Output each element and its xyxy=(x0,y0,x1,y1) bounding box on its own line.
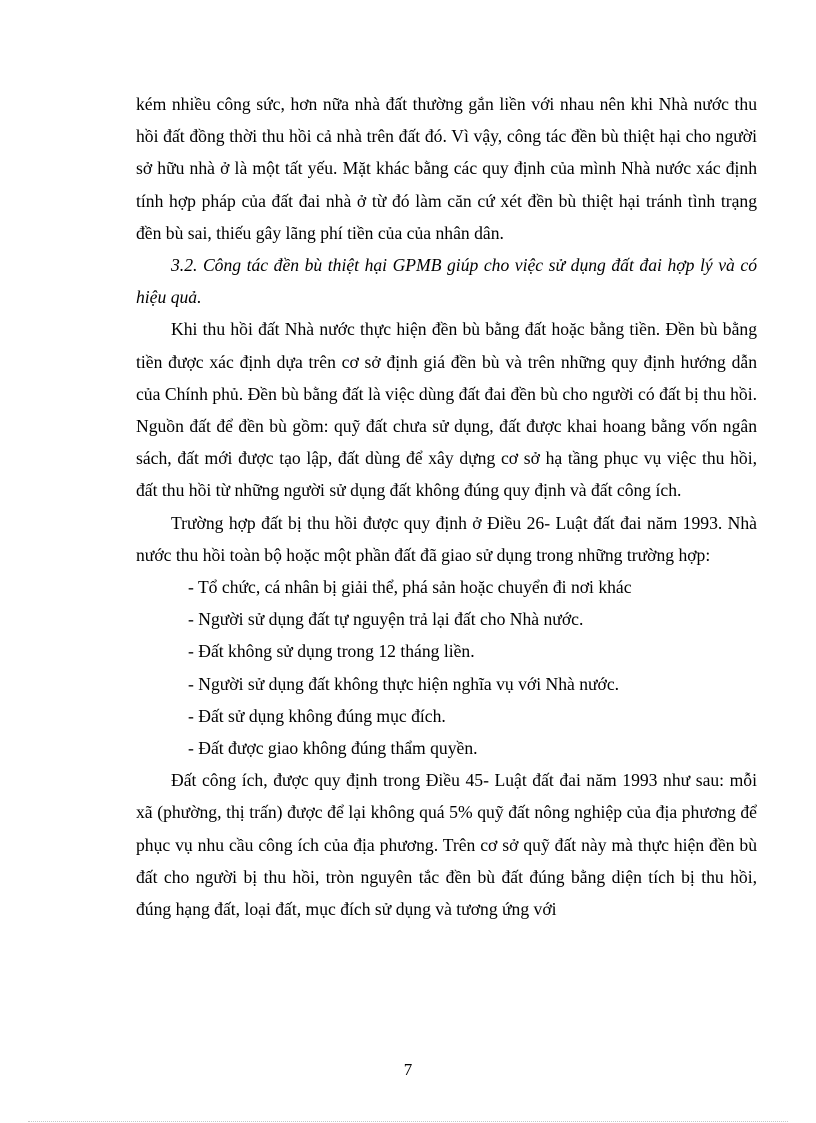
list-item: - Người sử dụng đất không thực hiện nghĩa vụ với Nhà nước. xyxy=(188,673,620,694)
page-body xyxy=(136,88,757,925)
list-item: - Đất không sử dụng trong 12 tháng liền. xyxy=(188,641,475,662)
section-heading-3-2: 3.2. Công tác đền bù thiệt hại GPMB giúp cho việc sử dụng đất đai hợp lý và có hiệu quả. xyxy=(136,255,757,308)
page-bottom-divider xyxy=(28,1121,788,1122)
paragraph-compensation-methods: Khi thu hồi đất Nhà nước thực hiện đền bù bằng đất hoặc bằng tiền. Đền bù bằng tiền được xác định dựa trên cơ sở định giá đền bù và trên những quy định hướng dẫn của Chính phủ. Đền bù bằng đất là việc dùng đất đai đền bù cho người có đất bị thu hồi. Nguồn đất để đền bù gồm: quỹ đất chưa sử dụng, đất được khai hoang bằng vốn ngân sách, đất mới được tạo lập, đất dùng để xây dựng cơ sở hạ tầng phục vụ việc thu hồi, đất thu hồi từ những người sử dụng đất không đúng quy định và đất công ích. xyxy=(136,319,757,501)
paragraph-compensation-housing: kém nhiều công sức, hơn nữa nhà đất thường gắn liền với nhau nên khi Nhà nước thu hồi đất đồng thời thu hồi cả nhà trên đất đó. Vì vậy, công tác đền bù thiệt hại cho người sở hữu nhà ở là một tất yếu. Mặt khác bằng các quy định của mình Nhà nước xác định tính hợp pháp của đất đai nhà ở từ đó làm căn cứ xét đền bù thiệt hại tránh tình trạng đền bù sai, thiếu gây lãng phí tiền của của nhân dân. xyxy=(136,94,757,243)
paragraph-recovery-cases: Trường hợp đất bị thu hồi được quy định ở Điều 26- Luật đất đai năm 1993. Nhà nước thu hồi toàn bộ hoặc một phần đất đã giao sử dụng trong những trường hợp: xyxy=(136,512,757,565)
list-item: - Đất sử dụng không đúng mục đích. xyxy=(188,705,446,726)
list-item: - Đất được giao không đúng thẩm quyền. xyxy=(188,738,478,759)
recovery-cases-list xyxy=(136,571,757,764)
paragraph-public-land: Đất công ích, được quy định trong Điều 45- Luật đất đai năm 1993 như sau: mỗi xã (phường, thị trấn) được để lại không quá 5% quỹ đất nông nghiệp của địa phương để phục vụ nhu cầu công ích của địa phương. Trên cơ sở quỹ đất này mà thực hiện đền bù đất cho người bị thu hồi, tròn nguyên tắc đền bù đất đúng bằng diện tích bị thu hồi, đúng hạng đất, loại đất, mục đích sử dụng và tương ứng với xyxy=(136,770,757,920)
list-item: - Người sử dụng đất tự nguyện trả lại đất cho Nhà nước. xyxy=(188,609,584,630)
list-item: - Tổ chức, cá nhân bị giải thể, phá sản hoặc chuyển đi nơi khác xyxy=(188,577,632,598)
page-number: 7 xyxy=(403,1060,413,1079)
